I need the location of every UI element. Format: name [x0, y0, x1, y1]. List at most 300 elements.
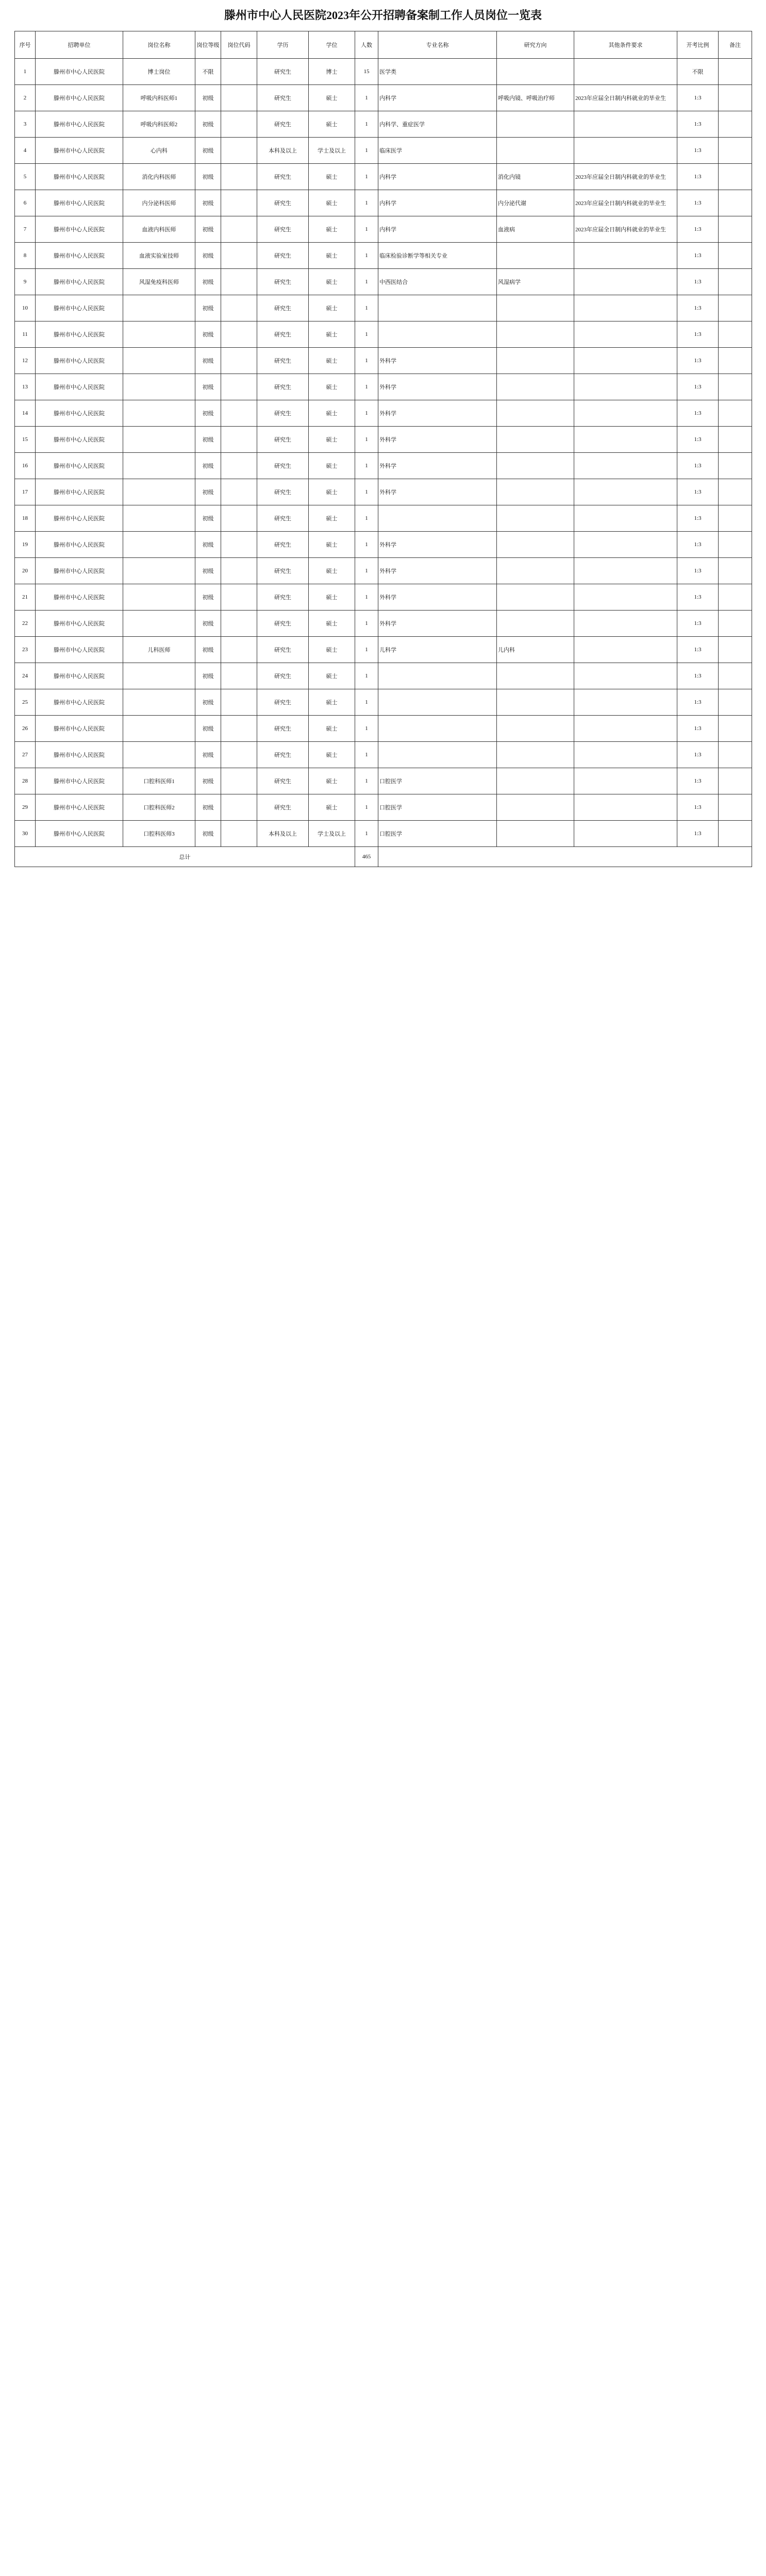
- cell-degree: 硕士: [309, 453, 355, 479]
- cell-code: [221, 558, 257, 584]
- table-row: [15, 190, 752, 216]
- cell-major: 外科学: [378, 611, 497, 637]
- cell-degree: 硕士: [309, 637, 355, 663]
- cell-unit: 滕州市中心人民医院: [36, 558, 123, 584]
- cell-post: 消化内科医师: [123, 164, 195, 190]
- cell-count: 15: [355, 59, 378, 85]
- cell-count: 1: [355, 453, 378, 479]
- cell-level: 初级: [195, 295, 221, 321]
- cell-direction: [497, 663, 574, 689]
- cell-direction: [497, 611, 574, 637]
- cell-level: 初级: [195, 479, 221, 505]
- cell-note: [719, 821, 752, 847]
- cell-post: [123, 584, 195, 611]
- table-row: [15, 453, 752, 479]
- cell-code: [221, 400, 257, 427]
- cell-post: [123, 505, 195, 532]
- cell-count: 1: [355, 85, 378, 111]
- cell-other: [574, 716, 677, 742]
- cell-other: [574, 427, 677, 453]
- table-row: [15, 532, 752, 558]
- cell-level: 初级: [195, 794, 221, 821]
- cell-post: [123, 400, 195, 427]
- cell-code: [221, 689, 257, 716]
- cell-count: 1: [355, 532, 378, 558]
- cell-note: [719, 243, 752, 269]
- cell-unit: 滕州市中心人民医院: [36, 348, 123, 374]
- cell-count: 1: [355, 637, 378, 663]
- cell-note: [719, 164, 752, 190]
- table-row: [15, 400, 752, 427]
- cell-degree: 硕士: [309, 532, 355, 558]
- cell-code: [221, 111, 257, 138]
- cell-code: [221, 164, 257, 190]
- cell-code: [221, 479, 257, 505]
- cell-major: 中西医结合: [378, 269, 497, 295]
- cell-note: [719, 138, 752, 164]
- cell-edu: 研究生: [257, 400, 309, 427]
- cell-post: [123, 427, 195, 453]
- table-row: [15, 768, 752, 794]
- cell-direction: 血液病: [497, 216, 574, 243]
- cell-edu: 研究生: [257, 321, 309, 348]
- cell-post: [123, 295, 195, 321]
- cell-edu: 研究生: [257, 689, 309, 716]
- cell-note: [719, 111, 752, 138]
- cell-major: 外科学: [378, 558, 497, 584]
- cell-post: [123, 558, 195, 584]
- cell-direction: [497, 716, 574, 742]
- cell-level: 初级: [195, 584, 221, 611]
- cell-unit: 滕州市中心人民医院: [36, 427, 123, 453]
- cell-unit: 滕州市中心人民医院: [36, 532, 123, 558]
- column-header: 其他条件要求: [574, 31, 677, 59]
- table-row: [15, 821, 752, 847]
- table-row: [15, 111, 752, 138]
- cell-degree: 硕士: [309, 794, 355, 821]
- cell-direction: 风湿病学: [497, 269, 574, 295]
- cell-count: 1: [355, 689, 378, 716]
- cell-no: 5: [15, 164, 36, 190]
- cell-level: 初级: [195, 663, 221, 689]
- cell-level: 初级: [195, 611, 221, 637]
- table-row: [15, 374, 752, 400]
- cell-direction: 呼吸内镜、呼吸治疗师: [497, 85, 574, 111]
- cell-major: 儿科学: [378, 637, 497, 663]
- cell-other: [574, 637, 677, 663]
- cell-other: [574, 321, 677, 348]
- cell-other: [574, 821, 677, 847]
- cell-direction: [497, 558, 574, 584]
- table-row: [15, 479, 752, 505]
- cell-edu: 本科及以上: [257, 138, 309, 164]
- cell-note: [719, 637, 752, 663]
- cell-major: [378, 689, 497, 716]
- cell-ratio: 1:3: [677, 821, 719, 847]
- cell-note: [719, 532, 752, 558]
- cell-degree: 硕士: [309, 374, 355, 400]
- cell-major: 外科学: [378, 453, 497, 479]
- cell-unit: 滕州市中心人民医院: [36, 190, 123, 216]
- cell-direction: [497, 768, 574, 794]
- cell-other: [574, 584, 677, 611]
- cell-unit: 滕州市中心人民医院: [36, 742, 123, 768]
- cell-major: 外科学: [378, 584, 497, 611]
- cell-level: 不限: [195, 59, 221, 85]
- column-header: 学历: [257, 31, 309, 59]
- cell-edu: 研究生: [257, 190, 309, 216]
- cell-count: 1: [355, 269, 378, 295]
- cell-degree: 硕士: [309, 190, 355, 216]
- cell-count: 1: [355, 321, 378, 348]
- cell-unit: 滕州市中心人民医院: [36, 138, 123, 164]
- cell-other: [574, 689, 677, 716]
- cell-no: 13: [15, 374, 36, 400]
- cell-count: 1: [355, 216, 378, 243]
- cell-unit: 滕州市中心人民医院: [36, 164, 123, 190]
- cell-degree: 学士及以上: [309, 138, 355, 164]
- cell-note: [719, 505, 752, 532]
- cell-post: 风湿免疫科医师: [123, 269, 195, 295]
- cell-edu: 研究生: [257, 532, 309, 558]
- cell-unit: 滕州市中心人民医院: [36, 821, 123, 847]
- cell-direction: [497, 532, 574, 558]
- cell-edu: 研究生: [257, 768, 309, 794]
- cell-count: 1: [355, 164, 378, 190]
- cell-code: [221, 138, 257, 164]
- column-header: 开考比例: [677, 31, 719, 59]
- cell-other: [574, 611, 677, 637]
- cell-ratio: 1:3: [677, 427, 719, 453]
- cell-level: 初级: [195, 453, 221, 479]
- cell-direction: [497, 453, 574, 479]
- cell-direction: [497, 321, 574, 348]
- table-row: [15, 689, 752, 716]
- cell-direction: [497, 59, 574, 85]
- cell-level: 初级: [195, 348, 221, 374]
- cell-major: [378, 295, 497, 321]
- cell-edu: 研究生: [257, 558, 309, 584]
- cell-unit: 滕州市中心人民医院: [36, 216, 123, 243]
- column-header: 招聘单位: [36, 31, 123, 59]
- cell-ratio: 1:3: [677, 295, 719, 321]
- cell-note: [719, 479, 752, 505]
- cell-count: 1: [355, 794, 378, 821]
- cell-edu: 研究生: [257, 295, 309, 321]
- table-row: [15, 611, 752, 637]
- cell-ratio: 1:3: [677, 453, 719, 479]
- cell-other: [574, 742, 677, 768]
- cell-degree: 硕士: [309, 85, 355, 111]
- cell-other: [574, 374, 677, 400]
- cell-code: [221, 321, 257, 348]
- cell-count: 1: [355, 821, 378, 847]
- cell-no: 6: [15, 190, 36, 216]
- cell-direction: [497, 138, 574, 164]
- cell-count: 1: [355, 374, 378, 400]
- cell-unit: 滕州市中心人民医院: [36, 663, 123, 689]
- cell-no: 27: [15, 742, 36, 768]
- cell-note: [719, 321, 752, 348]
- cell-degree: 硕士: [309, 611, 355, 637]
- cell-ratio: 1:3: [677, 716, 719, 742]
- cell-note: [719, 400, 752, 427]
- cell-count: 1: [355, 111, 378, 138]
- cell-code: [221, 584, 257, 611]
- cell-other: [574, 558, 677, 584]
- cell-major: 临床检验诊断学等相关专业: [378, 243, 497, 269]
- table-row: [15, 663, 752, 689]
- cell-ratio: 1:3: [677, 689, 719, 716]
- cell-post: [123, 321, 195, 348]
- cell-unit: 滕州市中心人民医院: [36, 400, 123, 427]
- cell-other: [574, 111, 677, 138]
- cell-direction: [497, 400, 574, 427]
- cell-other: [574, 138, 677, 164]
- cell-no: 7: [15, 216, 36, 243]
- cell-other: [574, 269, 677, 295]
- cell-note: [719, 453, 752, 479]
- cell-no: 25: [15, 689, 36, 716]
- cell-note: [719, 59, 752, 85]
- column-header: 研究方向: [497, 31, 574, 59]
- cell-degree: 硕士: [309, 558, 355, 584]
- cell-level: 初级: [195, 216, 221, 243]
- column-header: 学位: [309, 31, 355, 59]
- cell-other: [574, 532, 677, 558]
- cell-ratio: 1:3: [677, 663, 719, 689]
- cell-major: 外科学: [378, 427, 497, 453]
- cell-degree: 硕士: [309, 216, 355, 243]
- cell-code: [221, 663, 257, 689]
- cell-level: 初级: [195, 532, 221, 558]
- total-label: 总计: [15, 847, 355, 867]
- cell-no: 2: [15, 85, 36, 111]
- column-header: 岗位代码: [221, 31, 257, 59]
- cell-no: 1: [15, 59, 36, 85]
- cell-no: 29: [15, 794, 36, 821]
- cell-edu: 研究生: [257, 637, 309, 663]
- cell-major: [378, 742, 497, 768]
- cell-note: [719, 295, 752, 321]
- cell-note: [719, 374, 752, 400]
- cell-code: [221, 295, 257, 321]
- cell-other: 2023年应届全日制内科就业的毕业生: [574, 85, 677, 111]
- cell-note: [719, 768, 752, 794]
- cell-count: 1: [355, 400, 378, 427]
- cell-edu: 研究生: [257, 216, 309, 243]
- cell-post: 口腔科医师1: [123, 768, 195, 794]
- cell-direction: 儿内科: [497, 637, 574, 663]
- cell-level: 初级: [195, 505, 221, 532]
- cell-level: 初级: [195, 243, 221, 269]
- cell-note: [719, 85, 752, 111]
- total-row: [15, 847, 752, 867]
- table-row: [15, 85, 752, 111]
- cell-count: 1: [355, 716, 378, 742]
- cell-unit: 滕州市中心人民医院: [36, 768, 123, 794]
- cell-note: [719, 689, 752, 716]
- column-header: 岗位名称: [123, 31, 195, 59]
- cell-direction: [497, 584, 574, 611]
- cell-level: 初级: [195, 637, 221, 663]
- cell-level: 初级: [195, 716, 221, 742]
- cell-post: [123, 532, 195, 558]
- cell-post: 呼吸内科医师2: [123, 111, 195, 138]
- cell-code: [221, 243, 257, 269]
- cell-edu: 研究生: [257, 374, 309, 400]
- cell-note: [719, 794, 752, 821]
- table-row: [15, 59, 752, 85]
- cell-edu: 研究生: [257, 59, 309, 85]
- cell-count: 1: [355, 243, 378, 269]
- cell-count: 1: [355, 663, 378, 689]
- cell-other: [574, 768, 677, 794]
- page-title: 滕州市中心人民医院2023年公开招聘备案制工作人员岗位一览表: [224, 9, 542, 22]
- cell-degree: 硕士: [309, 111, 355, 138]
- cell-direction: [497, 505, 574, 532]
- cell-no: 10: [15, 295, 36, 321]
- cell-other: [574, 794, 677, 821]
- cell-other: [574, 479, 677, 505]
- cell-direction: 消化内镜: [497, 164, 574, 190]
- cell-edu: 研究生: [257, 611, 309, 637]
- cell-level: 初级: [195, 742, 221, 768]
- cell-level: 初级: [195, 689, 221, 716]
- cell-ratio: 1:3: [677, 558, 719, 584]
- cell-edu: 研究生: [257, 479, 309, 505]
- cell-count: 1: [355, 427, 378, 453]
- cell-unit: 滕州市中心人民医院: [36, 794, 123, 821]
- cell-no: 20: [15, 558, 36, 584]
- cell-unit: 滕州市中心人民医院: [36, 584, 123, 611]
- cell-level: 初级: [195, 374, 221, 400]
- cell-degree: 硕士: [309, 689, 355, 716]
- cell-note: [719, 348, 752, 374]
- cell-code: [221, 269, 257, 295]
- cell-major: 内科学、重症医学: [378, 111, 497, 138]
- cell-degree: 硕士: [309, 663, 355, 689]
- cell-note: [719, 742, 752, 768]
- cell-post: [123, 663, 195, 689]
- cell-other: [574, 295, 677, 321]
- cell-code: [221, 768, 257, 794]
- cell-no: 18: [15, 505, 36, 532]
- cell-note: [719, 584, 752, 611]
- cell-note: [719, 663, 752, 689]
- cell-major: [378, 321, 497, 348]
- cell-no: 3: [15, 111, 36, 138]
- cell-major: 外科学: [378, 479, 497, 505]
- cell-ratio: 1:3: [677, 85, 719, 111]
- cell-no: 16: [15, 453, 36, 479]
- cell-code: [221, 85, 257, 111]
- table-row: [15, 716, 752, 742]
- cell-no: 4: [15, 138, 36, 164]
- cell-note: [719, 558, 752, 584]
- cell-unit: 滕州市中心人民医院: [36, 689, 123, 716]
- cell-ratio: 1:3: [677, 584, 719, 611]
- cell-note: [719, 190, 752, 216]
- cell-degree: 硕士: [309, 768, 355, 794]
- cell-edu: 研究生: [257, 663, 309, 689]
- cell-no: 23: [15, 637, 36, 663]
- cell-ratio: 1:3: [677, 768, 719, 794]
- cell-unit: 滕州市中心人民医院: [36, 505, 123, 532]
- cell-code: [221, 821, 257, 847]
- cell-ratio: 1:3: [677, 190, 719, 216]
- cell-count: 1: [355, 611, 378, 637]
- column-header: 备注: [719, 31, 752, 59]
- cell-direction: [497, 689, 574, 716]
- cell-count: 1: [355, 479, 378, 505]
- cell-unit: 滕州市中心人民医院: [36, 59, 123, 85]
- cell-no: 14: [15, 400, 36, 427]
- cell-direction: [497, 794, 574, 821]
- cell-no: 19: [15, 532, 36, 558]
- cell-no: 28: [15, 768, 36, 794]
- cell-other: [574, 400, 677, 427]
- cell-major: 外科学: [378, 348, 497, 374]
- column-header: 专业名称: [378, 31, 497, 59]
- cell-edu: 研究生: [257, 85, 309, 111]
- cell-degree: 硕士: [309, 243, 355, 269]
- cell-count: 1: [355, 768, 378, 794]
- cell-post: 血液实验室技师: [123, 243, 195, 269]
- cell-other: 2023年应届全日制内科就业的毕业生: [574, 216, 677, 243]
- cell-level: 初级: [195, 321, 221, 348]
- cell-ratio: 1:3: [677, 269, 719, 295]
- cell-direction: [497, 111, 574, 138]
- positions-table: [14, 31, 752, 867]
- cell-direction: [497, 821, 574, 847]
- cell-code: [221, 453, 257, 479]
- cell-code: [221, 59, 257, 85]
- table-row: [15, 321, 752, 348]
- cell-code: [221, 637, 257, 663]
- cell-no: 9: [15, 269, 36, 295]
- column-header: 岗位等级: [195, 31, 221, 59]
- cell-count: 1: [355, 348, 378, 374]
- cell-unit: 滕州市中心人民医院: [36, 716, 123, 742]
- cell-post: 血液内科医师: [123, 216, 195, 243]
- cell-count: 1: [355, 558, 378, 584]
- cell-note: [719, 611, 752, 637]
- table-row: [15, 742, 752, 768]
- cell-major: 外科学: [378, 374, 497, 400]
- cell-degree: 硕士: [309, 164, 355, 190]
- cell-no: 8: [15, 243, 36, 269]
- cell-note: [719, 427, 752, 453]
- cell-degree: 硕士: [309, 716, 355, 742]
- cell-level: 初级: [195, 427, 221, 453]
- cell-level: 初级: [195, 400, 221, 427]
- cell-no: 11: [15, 321, 36, 348]
- cell-major: 外科学: [378, 532, 497, 558]
- cell-edu: 研究生: [257, 243, 309, 269]
- cell-degree: 硕士: [309, 505, 355, 532]
- cell-major: 医学类: [378, 59, 497, 85]
- cell-note: [719, 269, 752, 295]
- cell-code: [221, 427, 257, 453]
- table-row: [15, 295, 752, 321]
- cell-degree: 硕士: [309, 295, 355, 321]
- cell-edu: 本科及以上: [257, 821, 309, 847]
- cell-major: 内科学: [378, 190, 497, 216]
- cell-unit: 滕州市中心人民医院: [36, 637, 123, 663]
- cell-code: [221, 716, 257, 742]
- cell-major: [378, 505, 497, 532]
